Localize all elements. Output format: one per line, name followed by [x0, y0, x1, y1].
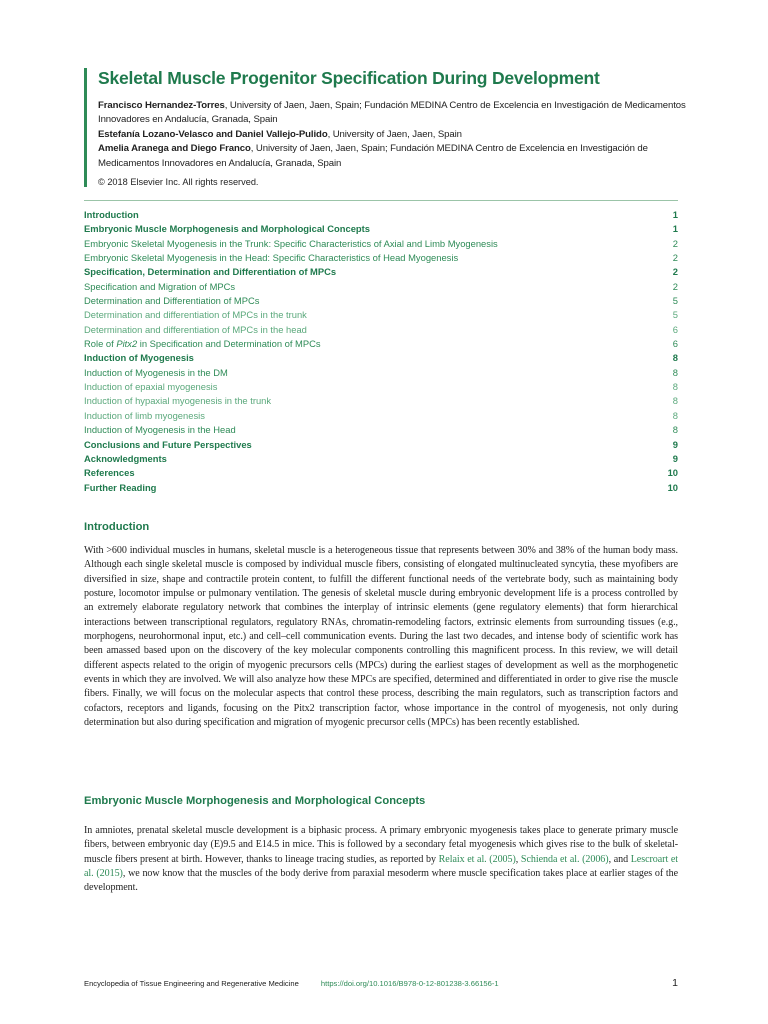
toc-item[interactable] [84, 366, 678, 380]
toc-item-page: 6 [672, 323, 678, 335]
toc-item[interactable] [84, 308, 678, 322]
toc-item-label: Determination and differentiation of MPCs in the head [84, 323, 307, 335]
toc-item[interactable] [84, 394, 678, 408]
paragraph-text: , we now know that the muscles of the body derive from paraxial mesoderm where muscle specification takes place at earlier stages of the development. [84, 868, 678, 894]
toc-item-page: 8 [672, 381, 678, 393]
toc-item-label: Determination and differentiation of MPCs in the trunk [84, 309, 307, 321]
affiliation-text: , University of Jaen, Jaen, Spain [327, 128, 462, 140]
toc-item[interactable] [84, 323, 678, 337]
author-affiliation-2 [98, 128, 698, 142]
toc-item[interactable] [84, 409, 678, 423]
toc-item-page: 9 [672, 438, 678, 450]
toc-item[interactable] [84, 294, 678, 308]
toc-item[interactable] [84, 237, 678, 251]
toc-item[interactable] [84, 351, 678, 365]
toc-item-label: Role of Pitx2 in Specification and Determination of MPCs [84, 338, 321, 350]
doi-link[interactable]: https://doi.org/10.1016/B978-0-12-801238-3.66156-1 [320, 978, 499, 988]
toc-item-page: 10 [667, 481, 678, 493]
article-header [84, 68, 698, 187]
page-footer [84, 977, 678, 989]
toc-item-page: 1 [672, 223, 678, 235]
toc-item-label: Induction of Myogenesis [84, 352, 194, 364]
toc-item-page: 1 [672, 209, 678, 220]
introduction-paragraph: With >600 individual muscles in humans, skeletal muscle is a heterogeneous tissue that represents between 30% and 38% of the human body mass. Although each single skeletal muscle is composed by individual muscle fibers, consisting of elongated multinucleated syncytia, these myofibers are diversified in size, shape and contractile protein content, to fulfill the different functional needs of the vertebrate body, such as maintaining body posture, locomotor impulse or pulmonary ventilation. The genesis of skeletal muscle during embryonic development life is a process controlled by an extremely elaborate regulatory network that combines the interplay of intrinsic elements (gene regulatory elements) that form hierarchical interactions between transcriptional regulators, regulatory RNAs, chromatin-remodeling factors, extrinsic elements from surrounding tissues (e.g., morphogens, neurohormonal input, etc.) and cell–cell communication events. During the last two decades, and intense body of scientific work has been amassed based upon on the discovery of the key molecular components controlling this magnificent process. In this review, we will detail different aspects related to the origin of myogenic precursors cells (MPCs) during the earliest stages of development as well as the morphogenetic events in which they are involved. We will also analyze how these MPCs are specified, determined and differentiated in order to give rise the muscle fibers. Finally, we will focus on the molecular aspects that control these process, describing the main regulators, such as transcription factors and cofactors, receptors and ligands, focusing on the Pitx2 transcription factor, whose importance in the control of myogenesis, not only during determination but also during specification and migration of myogenic precursor cells (MPCs) has been recently established. [84, 545, 678, 729]
toc-item-label: Specification and Migration of MPCs [84, 280, 236, 292]
article-title: Skeletal Muscle Progenitor Specification During Development [98, 68, 600, 88]
toc-item-page: 5 [672, 295, 678, 307]
toc-item[interactable] [84, 466, 678, 480]
author-names: Francisco Hernandez-Torres [98, 100, 225, 111]
section-heading-introduction: Introduction [84, 521, 150, 533]
author-affiliation-1 [98, 99, 698, 128]
toc-item-page: 6 [672, 338, 678, 350]
author-names: Estefanía Lozano-Velasco and Daniel Vallejo-Pulido [98, 128, 328, 140]
toc-item-page: 5 [672, 309, 678, 321]
citation-link[interactable]: Lescroart et al. (2015) [84, 853, 679, 880]
toc-item-label: Embryonic Skeletal Myogenesis in the Trunk: Specific Characteristics of Axial and Limb Myogenesis [84, 237, 498, 249]
toc-item[interactable] [84, 438, 678, 452]
toc-item[interactable] [84, 265, 678, 279]
toc-item-page: 8 [672, 352, 678, 364]
morphogenesis-paragraph [84, 824, 678, 896]
separator: , [515, 853, 521, 865]
table-of-contents [84, 200, 678, 495]
toc-item-label: Induction of epaxial myogenesis [84, 381, 218, 393]
toc-item-label: Acknowledgments [84, 452, 167, 464]
toc-item-page: 8 [672, 395, 678, 407]
toc-item-page: 9 [672, 452, 678, 464]
toc-item-page: 2 [672, 266, 678, 278]
citation-link[interactable]: Schienda et al. (2006) [520, 853, 609, 865]
toc-item-page: 8 [672, 424, 678, 436]
toc-item[interactable] [84, 251, 678, 265]
toc-item-page: 2 [672, 237, 678, 249]
toc-item-label: Introduction [84, 209, 139, 220]
toc-item[interactable] [84, 208, 678, 222]
toc-item[interactable] [84, 280, 678, 294]
toc-item-label: Embryonic Muscle Morphogenesis and Morphological Concepts [84, 223, 370, 235]
toc-item-label: Determination and Differentiation of MPCs [84, 295, 260, 307]
toc-item-label: Induction of limb myogenesis [84, 409, 205, 421]
citation-link[interactable]: Relaix et al. (2005) [438, 853, 516, 865]
toc-item[interactable] [84, 423, 678, 437]
toc-item-page: 8 [672, 366, 678, 378]
affiliation-text: , University of Jaen, Jaen, Spain; Fundación MEDINA Centro de Excelencia en Investigación de Medicamentos Innovadores en Andalucía, Granada, Spain [98, 100, 686, 126]
toc-item-label: Conclusions and Future Perspectives [84, 438, 252, 450]
page-number: 1 [672, 977, 678, 989]
toc-item-page: 8 [672, 409, 678, 421]
author-affiliation-3 [98, 142, 698, 171]
toc-item-label: Induction of hypaxial myogenesis in the trunk [84, 395, 272, 407]
toc-item[interactable] [84, 222, 678, 236]
toc-item-page: 2 [672, 252, 678, 264]
toc-item[interactable] [84, 337, 678, 351]
journal-name: Encyclopedia of Tissue Engineering and Regenerative Medicine [84, 978, 299, 988]
toc-item-page: 2 [672, 280, 678, 292]
section-heading-morphogenesis: Embryonic Muscle Morphogenesis and Morphological Concepts [84, 795, 426, 807]
author-names: Amelia Aranega and Diego Franco [98, 143, 251, 155]
toc-item[interactable] [84, 380, 678, 394]
toc-item[interactable] [84, 452, 678, 466]
toc-item-label: Embryonic Skeletal Myogenesis in the Head: Specific Characteristics of Head Myogenesis [84, 252, 459, 264]
toc-item-page: 10 [667, 467, 678, 479]
affiliation-text: , University of Jaen, Jaen, Spain; Fundación MEDINA Centro de Excelencia en Investigación de Medicamentos Innovadores en Andalucía, Granada, Spain [98, 143, 648, 169]
separator: , and [608, 853, 631, 865]
toc-item-label: Specification, Determination and Differentiation of MPCs [84, 266, 337, 278]
paragraph-text: In amniotes, prenatal skeletal muscle development is a biphasic process. A primary embryonic myogenesis takes place to generate primary muscle fibers, between embryonic day (E)9.5 and E14.5 in mice. This is followed by a secondary fetal myogenesis which gives rise to the bulk of skeletal-muscle fibers present at birth. However, thanks to lineage tracing studies, as reported by [84, 825, 678, 865]
toc-item-label: Induction of Myogenesis in the Head [84, 424, 236, 436]
toc-item-label: Induction of Myogenesis in the DM [84, 366, 228, 378]
toc-item[interactable] [84, 481, 678, 495]
copyright-notice: © 2018 Elsevier Inc. All rights reserved. [98, 177, 259, 188]
toc-item-label: References [84, 467, 135, 479]
toc-item-label: Further Reading [84, 481, 157, 493]
